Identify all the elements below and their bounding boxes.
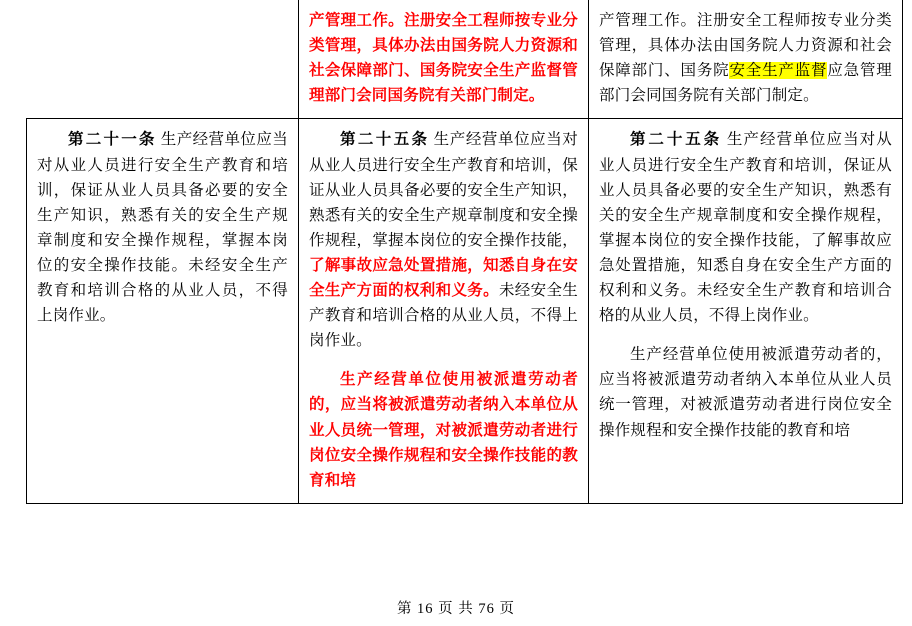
original-article-paragraph: [37, 127, 288, 328]
original-article-text: 生产经营单位应当对从业人员进行安全生产教育和培训，保证从业人员具备必要的安全生产知识，熟悉有关的安全生产规章制度和安全操作规程，掌握本岗位的安全操作技能。未经安全生产教育和培训合格的从业人员，不得上岗作业。: [37, 131, 288, 325]
cell-original-article: [27, 119, 299, 503]
cell-revised-partial: [299, 0, 589, 119]
revised-article-seg1: 生产经营单位应当对从业人员进行安全生产教育和培训，保证从业人员具备必要的安全生产知识，熟悉有关的安全生产规章制度和安全操作规程，掌握本岗位的安全操作技能，: [309, 131, 578, 249]
revised-article-label: 第二十五条: [340, 131, 430, 149]
final-partial-text: [599, 8, 892, 108]
revised-dispatch-paragraph: 生产经营单位使用被派遣劳动者的，应当将被派遣劳动者纳入本单位从业人员统一管理，对被派遣劳动者进行岗位安全操作规程和安全操作技能的教育和培: [309, 371, 578, 489]
original-article-label: 第二十一条: [68, 131, 157, 149]
revised-partial-text: 产管理工作。注册安全工程师按专业分类管理，具体办法由国务院人力资源和社会保障部门、国务院安全生产监督管理部门会同国务院有关部门制定。: [309, 12, 578, 105]
revised-article-paragraph: [309, 127, 578, 353]
page-indicator: 第 16 页 共 76 页: [396, 601, 516, 617]
table-row: [27, 0, 903, 119]
cell-revised-article: [299, 119, 589, 503]
comparison-table: [26, 0, 903, 504]
cell-original-partial: [27, 0, 299, 119]
final-article-paragraph: [599, 127, 892, 328]
final-partial-seg3: 应急管理部门会同国务院有关部门制定。: [599, 62, 892, 105]
page-footer: [0, 597, 912, 618]
revised-article-seg3: 未经安全生产教育和培训合格的从业人员，不得上岗作业。: [309, 282, 578, 350]
revised-article-seg2-red: 了解事故应急处置措施，知悉自身在安全生产方面的权利和义务。: [309, 256, 578, 300]
final-partial-seg1: 产管理工作。注册安全工程师按专业分类管理，具体办法由国务院人力资源和社会保障部门、国务院: [599, 12, 892, 80]
cell-final-partial: [589, 0, 903, 119]
final-article-label: 第二十五条: [630, 131, 723, 149]
table-row: [27, 119, 903, 503]
cell-final-article: [589, 119, 903, 503]
final-article-text: 生产经营单位应当对从业人员进行安全生产教育和培训，保证从业人员具备必要的安全生产知识，熟悉有关的安全生产规章制度和安全操作规程，掌握本岗位的安全操作技能，了解事故应急处置措施，知悉自身在安全生产方面的权利和义务。未经安全生产教育和培训合格的从业人员，不得上岗作业。: [599, 131, 892, 325]
final-partial-highlight: 安全生产监督: [729, 62, 828, 80]
final-dispatch-paragraph: 生产经营单位使用被派遣劳动者的，应当将被派遣劳动者纳入本单位从业人员统一管理，对被派遣劳动者进行岗位安全操作规程和安全操作技能的教育和培: [599, 346, 892, 439]
